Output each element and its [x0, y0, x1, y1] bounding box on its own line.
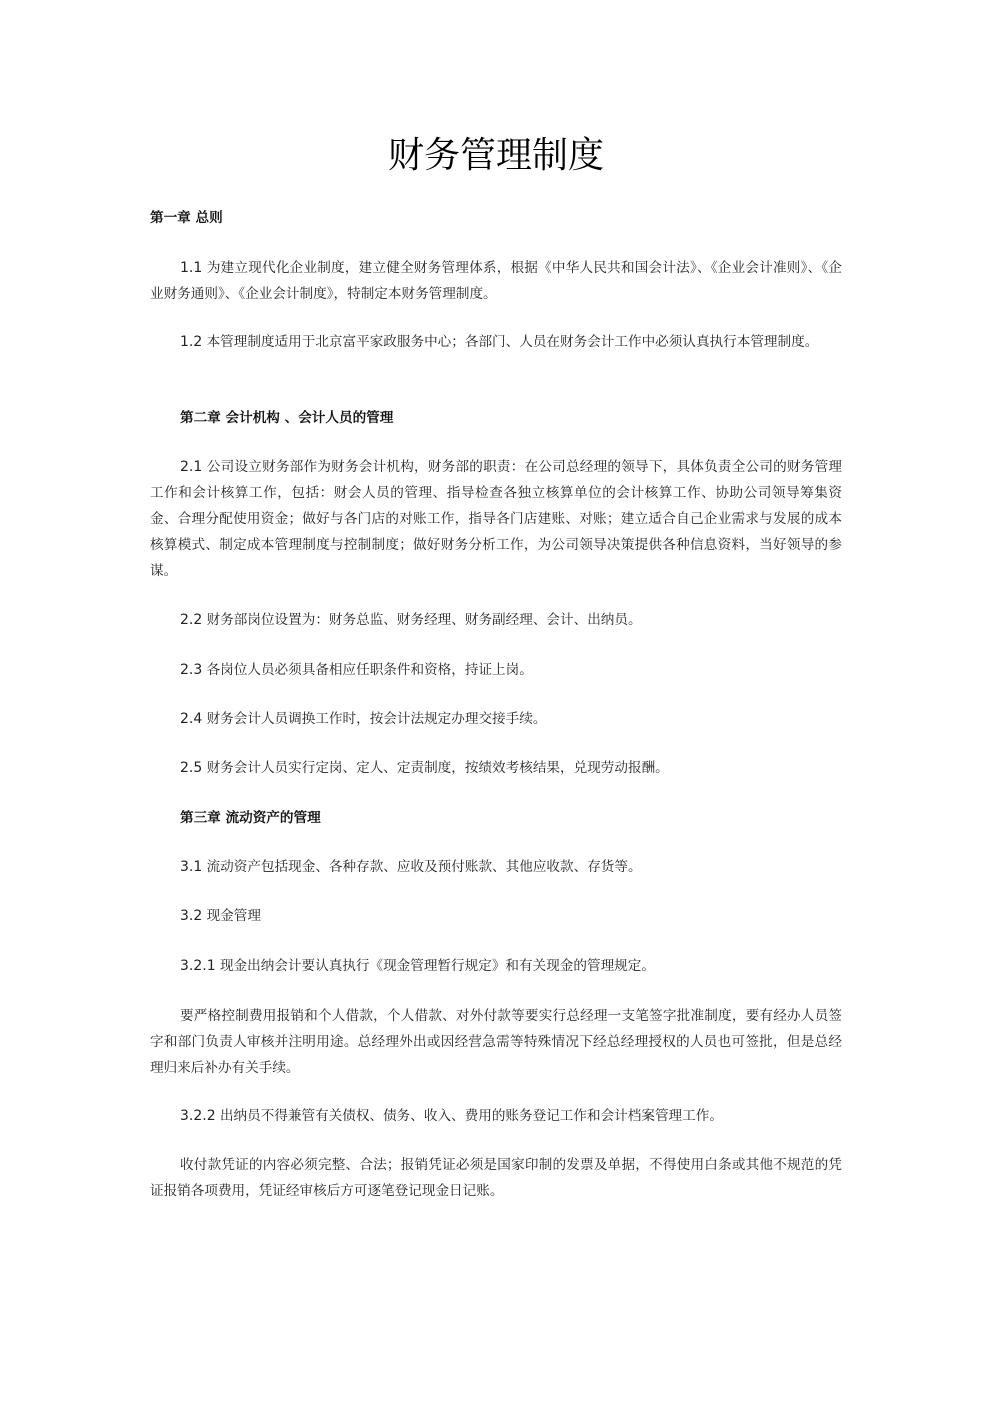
paragraph-number: 3.2.2 — [180, 1108, 216, 1124]
paragraph-1-2 — [150, 329, 842, 355]
paragraph-number: 3.1 — [180, 859, 203, 875]
paragraph-2-3 — [150, 657, 842, 683]
paragraph-text: 公司设立财务部作为财务会计机构，财务部的职责：在公司总经理的领导下，具体负责全公司的财务管理工作和会计核算工作，包括：财会人员的管理、指导检查各独立核算单位的会计核算工作、协助公司领导筹集资金、合理分配使用资金；做好与各门店的对账工作，指导各门店建账、对账；建立适合自己企业需求与发展的成本核算模式、制定成本管理制度与控制制度；做好财务分析工作，为公司领导决策提供各种信息资料，当好领导的参谋。 — [150, 459, 842, 579]
document-title: 财务管理制度 — [387, 135, 604, 176]
paragraph-text: 各岗位人员必须具备相应任职条件和资格，持证上岗。 — [206, 662, 533, 678]
paragraph-3-1 — [150, 854, 842, 880]
paragraph-text: 财务部岗位设置为：财务总监、财务经理、财务副经理、会计、出纳员。 — [206, 612, 642, 628]
paragraph-1-1 — [150, 255, 842, 307]
paragraph-number: 2.1 — [180, 459, 203, 475]
paragraph-3-2 — [150, 903, 842, 929]
paragraph-3-2-1 — [150, 953, 842, 979]
paragraph-number: 3.2 — [180, 908, 203, 924]
paragraph-number: 2.2 — [180, 612, 203, 628]
paragraph-text: 财务会计人员调换工作时，按会计法规定办理交接手续。 — [206, 711, 547, 727]
paragraph-3-2-2 — [150, 1103, 842, 1129]
paragraph-number: 2.5 — [180, 760, 203, 776]
paragraph-number: 3.2.1 — [180, 958, 216, 974]
paragraph-number: 2.4 — [180, 711, 203, 727]
paragraph-2-1 — [150, 454, 842, 584]
paragraph-text: 出纳员不得兼管有关债权、债务、收入、费用的账务登记工作和会计档案管理工作。 — [219, 1108, 723, 1124]
chapter-1-heading: 第一章 总则 — [150, 210, 223, 226]
paragraph-text: 流动资产包括现金、各种存款、应收及预付账款、其他应收款、存货等。 — [206, 859, 642, 875]
paragraph-text: 为建立现代化企业制度，建立健全财务管理体系，根据《中华人民共和国会计法》、《企业会计准则》、《企业财务通则》、《企业会计制度》，特制定本财务管理制度。 — [150, 260, 843, 302]
paragraph-text: 财务会计人员实行定岗、定人、定责制度，按绩效考核结果，兑现劳动报酬。 — [206, 760, 669, 776]
paragraph-expense-control: 要严格控制费用报销和个人借款，个人借款、对外付款等要实行总经理一支笔签字批准制度，要有经办人员签字和部门负责人审核并注明用途。总经理外出或因经营急需等特殊情况下经总经理授权的人员也可签批，但是总经理归来后补办有关手续。 — [150, 1008, 842, 1076]
paragraph-2-2 — [150, 607, 842, 633]
paragraph-text: 本管理制度适用于北京富平家政服务中心；各部门、人员在财务会计工作中必须认真执行本管理制度。 — [206, 334, 819, 350]
paragraph-2-4 — [150, 706, 842, 732]
paragraph-number: 1.1 — [180, 260, 203, 276]
paragraph-number: 2.3 — [180, 662, 203, 678]
paragraph-vouchers: 收付款凭证的内容必须完整、合法；报销凭证必须是国家印制的发票及单据，不得使用白条或其他不规范的凭证报销各项费用，凭证经审核后方可逐笔登记现金日记账。 — [150, 1157, 842, 1199]
paragraph-number: 1.2 — [180, 334, 203, 350]
paragraph-text: 现金出纳会计要认真执行《现金管理暂行规定》和有关现金的管理规定。 — [219, 958, 655, 974]
paragraph-2-5 — [150, 755, 842, 781]
paragraph-text: 现金管理 — [206, 908, 261, 924]
chapter-3-heading: 第三章 流动资产的管理 — [180, 810, 321, 826]
chapter-2-heading: 第二章 会计机构 、会计人员的管理 — [180, 410, 394, 426]
